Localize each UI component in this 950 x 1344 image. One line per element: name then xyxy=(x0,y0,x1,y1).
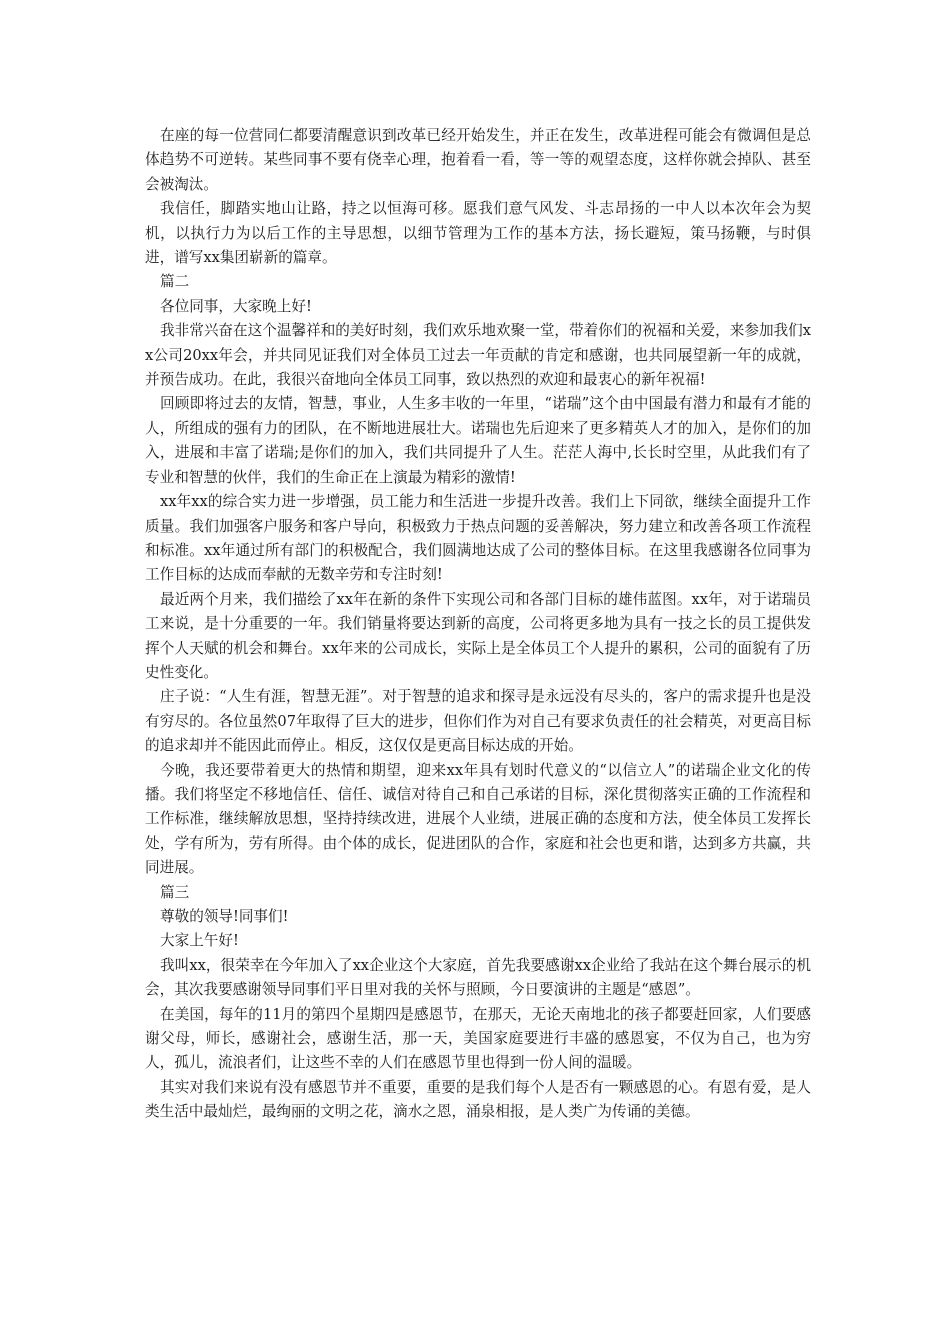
greeting: 各位同事，大家晚上好! xyxy=(160,297,312,315)
paragraph: 我信任，脚踏实地山让路，持之以恒海可移。愿我们意气风发、斗志昂扬的一中人以本次年会为契机，以执行力为以后工作的主导思想，以细节管理为工作的基本方法，扬长避短，策马扬鞭，与时俱进，谱写xx集团崭新的篇章。 xyxy=(145,200,811,267)
paragraph: 我非常兴奋在这个温馨祥和的美好时刻，我们欢乐地欢聚一堂，带着你们的祝福和关爱，来参加我们xx公司20xx年会，并共同见证我们对全体员工过去一年贡献的肯定和感谢，也共同展望新一年的成就，并预告成功。在此，我很兴奋地向全体员工同事，致以热烈的欢迎和最衷心的新年祝福! xyxy=(145,322,811,389)
section-heading: 篇二 xyxy=(160,273,190,291)
paragraph: 回顾即将过去的友情，智慧，事业，人生多丰收的一年里，“诺瑞”这个由中国最有潜力和最有才能的人，所组成的强有力的团队，在不断地进展壮大。诺瑞也先后迎来了更多精英人才的加入，是你们的加入，进展和丰富了诺瑞;是你们的加入，我们共同提升了人生。茫茫人海中,长长时空里，从此我们有了专业和智慧的伙伴，我们的生命正在上演最为精彩的激情! xyxy=(145,395,811,486)
paragraph: 在美国，每年的11月的第四个星期四是感恩节，在那天，无论天南地北的孩子都要赶回家，人们要感谢父母，师长，感谢社会，感谢生活，那一天，美国家庭要进行丰盛的感恩宴，不仅为自己，也为穷人，孤儿，流浪者们，让这些不幸的人们在感恩节里也得到一份人间的温暖。 xyxy=(145,1005,811,1072)
greeting: 大家上午好! xyxy=(160,932,239,950)
paragraph: 最近两个月来，我们描绘了xx年在新的条件下实现公司和各部门目标的雄伟蓝图。xx年，对于诺瑞员工来说，是十分重要的一年。我们销量将要达到新的高度，公司将更多地为具有一技之长的员工提供发挥个人天赋的机会和舞台。xx年来的公司成长，实际上是全体员工个人提升的累积，公司的面貌有了历史性变化。 xyxy=(145,590,811,681)
paragraph: 我叫xx，很荣幸在今年加入了xx企业这个大家庭，首先我要感谢xx企业给了我站在这个舞台展示的机会，其次我要感谢领导同事们平日里对我的关怀与照顾，今日要演讲的主题是“感恩”。 xyxy=(145,956,811,999)
paragraph: 在座的每一位营同仁都要清醒意识到改革已经开始发生，并正在发生，改革进程可能会有微调但是总体趋势不可逆转。某些同事不要有侥幸心理，抱着看一看，等一等的观望态度，这样你就会掉队、甚至会被淘汰。 xyxy=(145,127,811,193)
greeting: 尊敬的领导!同事们! xyxy=(160,908,289,925)
paragraph: 今晚，我还要带着更大的热情和期望，迎来xx年具有划时代意义的“以信立人”的诺瑞企业文化的传播。我们将坚定不移地信任、信任、诚信对待自己和自己承诺的目标，深化贯彻落实正确的工作流程和工作标准，继续解放思想，坚持持续改进，进展个人业绩，进展正确的态度和方法，使全体员工发挥长处，学有所为，劳有所得。由个体的成长，促进团队的合作，家庭和社会也更和谐，达到多方共赢，共同进展。 xyxy=(145,761,811,877)
paragraph: 其实对我们来说有没有感恩节并不重要，重要的是我们每个人是否有一颗感恩的心。有恩有爱，是人类生活中最灿烂，最绚丽的文明之花，滴水之恩，涌泉相报，是人类广为传诵的美德。 xyxy=(145,1078,811,1121)
paragraph: 庄子说：“人生有涯，智慧无涯”。对于智慧的追求和探寻是永远没有尽头的，客户的需求提升也是没有穷尽的。各位虽然07年取得了巨大的进步，但你们作为对自己有要求负责任的社会精英，对更高目标的追求却并不能因此而停止。相反，这仅仅是更高目标达成的开始。 xyxy=(145,688,811,755)
document-body xyxy=(145,124,811,1125)
paragraph: xx年xx的综合实力进一步增强，员工能力和生活进一步提升改善。我们上下同欲，继续全面提升工作质量。我们加强客户服务和客户导向，积极致力于热点问题的妥善解决，努力建立和改善各项工作流程和标准。xx年通过所有部门的积极配合，我们圆满地达成了公司的整体目标。在这里我感谢各位同事为工作目标的达成而奉献的无数辛劳和专注时刻! xyxy=(145,493,811,584)
section-heading: 篇三 xyxy=(160,883,190,901)
